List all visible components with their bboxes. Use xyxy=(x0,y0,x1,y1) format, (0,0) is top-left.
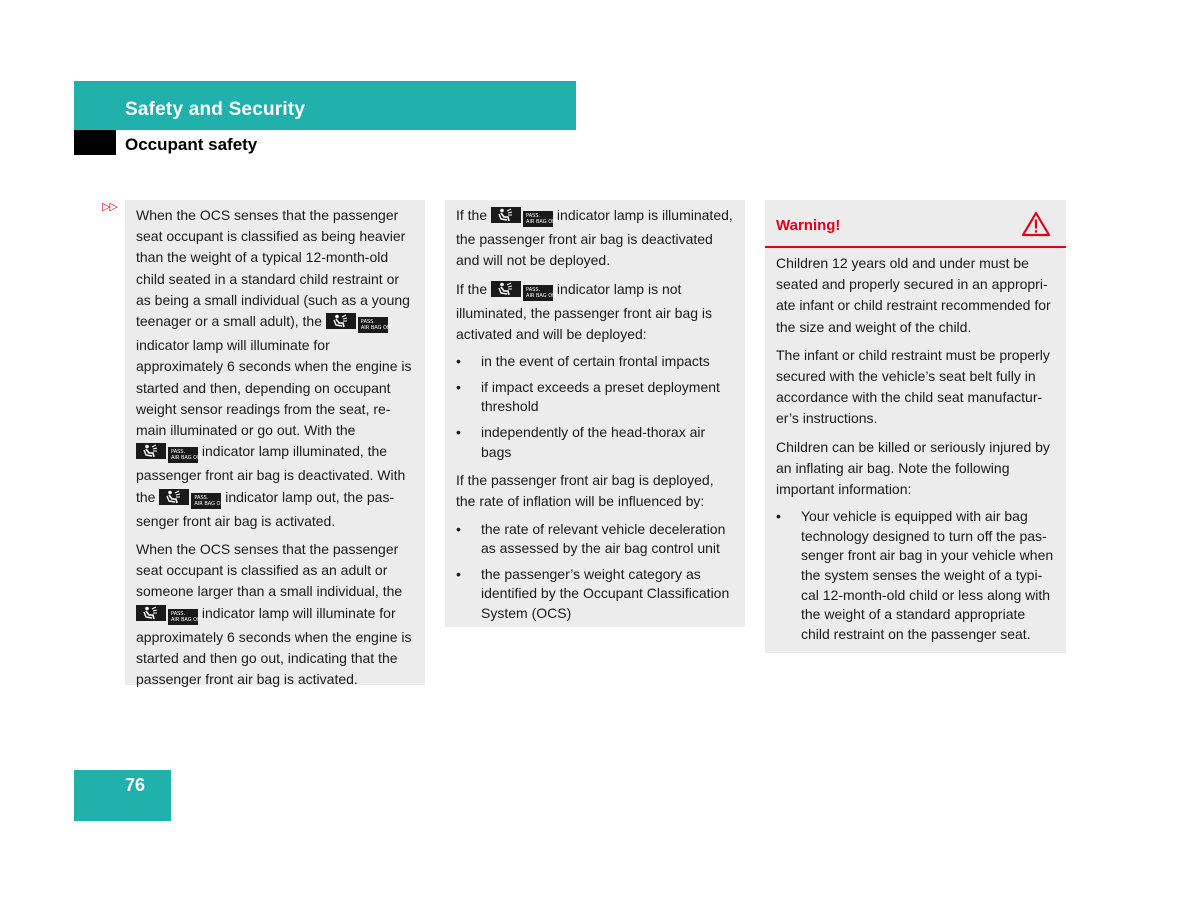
text: indicator lamp will illuminate for approximately 6 seconds when the engine is started and then, depending on occupant weight sensor readings from the seat, re-main illuminated or go out. With the xyxy=(136,337,412,439)
pass-airbag-off-label xyxy=(358,317,393,333)
warning-body xyxy=(765,248,1066,644)
list-item: • the passenger’s weight category as identified by the Occupant Classification System (OCS) xyxy=(456,565,735,624)
airbag-off-indicator-icon xyxy=(136,605,203,627)
airbag-off-indicator-icon xyxy=(491,207,558,229)
airbag-off-label-line: AIR BAG OFF xyxy=(526,219,558,225)
pass-airbag-off-label xyxy=(191,493,227,509)
text: When the OCS senses that the passenger seat occupant is classified as an adult or someone larger than a small individual, the xyxy=(136,541,403,600)
pass-airbag-off-label xyxy=(523,285,558,301)
page-number: 76 xyxy=(125,775,146,795)
passenger-seat-icon xyxy=(136,605,166,621)
text: indicator lamp will illuminate for approximately 6 seconds when the engine is started and then go out, indicating that the passenger front air bag is activated. xyxy=(136,604,412,688)
paragraph: Children can be killed or seriously injured by an inflating air bag. Note the following important information: xyxy=(776,438,1050,498)
airbag-off-indicator-icon xyxy=(326,313,393,335)
pass-airbag-off-label xyxy=(168,609,203,625)
list-item: • in the event of certain frontal impacts xyxy=(456,352,735,372)
bullet-list xyxy=(456,352,735,462)
paragraph: The infant or child restraint must be properly secured with the vehicle’s seat belt fully in accordance with the child seat manufactur-er’s instructions. xyxy=(776,346,1050,427)
pass-airbag-off-label xyxy=(168,447,203,463)
passenger-seat-icon xyxy=(159,489,189,505)
text-column-2 xyxy=(445,200,745,627)
warning-title: Warning! xyxy=(776,217,841,234)
page-number-box xyxy=(74,770,171,821)
text: When the OCS senses that the passenger seat occupant is classified as being heavier than the weight of a typical 12-month-old child seated in a standard child restraint or as being a small individual (such as a young teenager or a small adult), the xyxy=(136,207,410,330)
paragraph xyxy=(136,205,415,532)
airbag-off-indicator-icon xyxy=(491,281,558,303)
airbag-off-label-line: AIR BAG OFF xyxy=(194,500,227,507)
warning-header xyxy=(765,200,1066,248)
pass-airbag-off-label xyxy=(523,211,558,227)
pass-label-line: PASS. xyxy=(171,610,186,617)
text: indicator lamp is illuminated, the passenger front air bag is deactivated and will not be deployed. xyxy=(456,207,733,269)
text: If the xyxy=(456,207,488,223)
paragraph: If the passenger front air bag is deployed, the rate of inflation will be influenced by: xyxy=(456,472,714,510)
text: indicator lamp illuminated, the passenger front air bag is deactivated. With the xyxy=(136,443,406,505)
subsection-title: Occupant safety xyxy=(125,135,258,154)
continued-marker: ▷▷ xyxy=(102,201,117,213)
passenger-seat-icon xyxy=(491,207,521,223)
passenger-seat-icon xyxy=(491,281,521,297)
bullet-list xyxy=(776,507,1056,644)
airbag-off-label-line: AIR BAG OFF xyxy=(171,616,203,623)
subsection-marker-block xyxy=(74,130,116,155)
airbag-off-indicator-icon xyxy=(159,489,227,511)
airbag-off-label-line: AIR BAG OFF xyxy=(360,325,393,332)
text: indicator lamp is not illuminated, the passenger front air bag is activated and will be deployed: xyxy=(456,280,713,343)
airbag-off-label-line: AIR BAG OFF xyxy=(526,292,558,299)
passenger-seat-icon xyxy=(136,443,166,459)
airbag-off-indicator-icon xyxy=(136,443,203,465)
list-item: • Your vehicle is equipped with air bag technology designed to turn off the pas-senger front air bag in your vehicle when the system senses the weight of a typi-cal 12-month-old child or less along with the weight of a standard appropriate child restraint on the passenger seat. xyxy=(776,507,1056,644)
list-item: • the rate of relevant vehicle deceleration as assessed by the air bag control unit xyxy=(456,520,735,559)
list-item: • independently of the head-thorax air bags xyxy=(456,423,735,462)
passenger-seat-icon xyxy=(326,313,356,329)
warning-triangle-icon xyxy=(1021,211,1051,243)
paragraph xyxy=(456,279,735,346)
airbag-off-label-line: AIR BAG OFF xyxy=(171,455,203,462)
paragraph: Children 12 years old and under must be seated and properly secured in an appropri-ate infant or child restraint recommended for the size and weight of the child. xyxy=(776,255,1051,335)
pass-label-line: PASS. xyxy=(171,449,186,456)
bullet-list xyxy=(456,520,735,624)
paragraph xyxy=(136,539,415,690)
paragraph xyxy=(456,205,735,272)
pass-label-line: PASS. xyxy=(194,494,209,501)
pass-label-line: PASS. xyxy=(526,286,541,293)
pass-label-line: PASS. xyxy=(360,319,375,326)
text-column-1 xyxy=(125,200,425,688)
section-title: Safety and Security xyxy=(125,99,306,120)
text: If the xyxy=(456,280,488,297)
list-item: • if impact exceeds a preset deployment threshold xyxy=(456,378,735,417)
text: indicator lamp out, the pas-senger front air bag is activated. xyxy=(136,488,395,529)
pass-label-line: PASS. xyxy=(526,213,541,219)
warning-box xyxy=(765,200,1066,653)
